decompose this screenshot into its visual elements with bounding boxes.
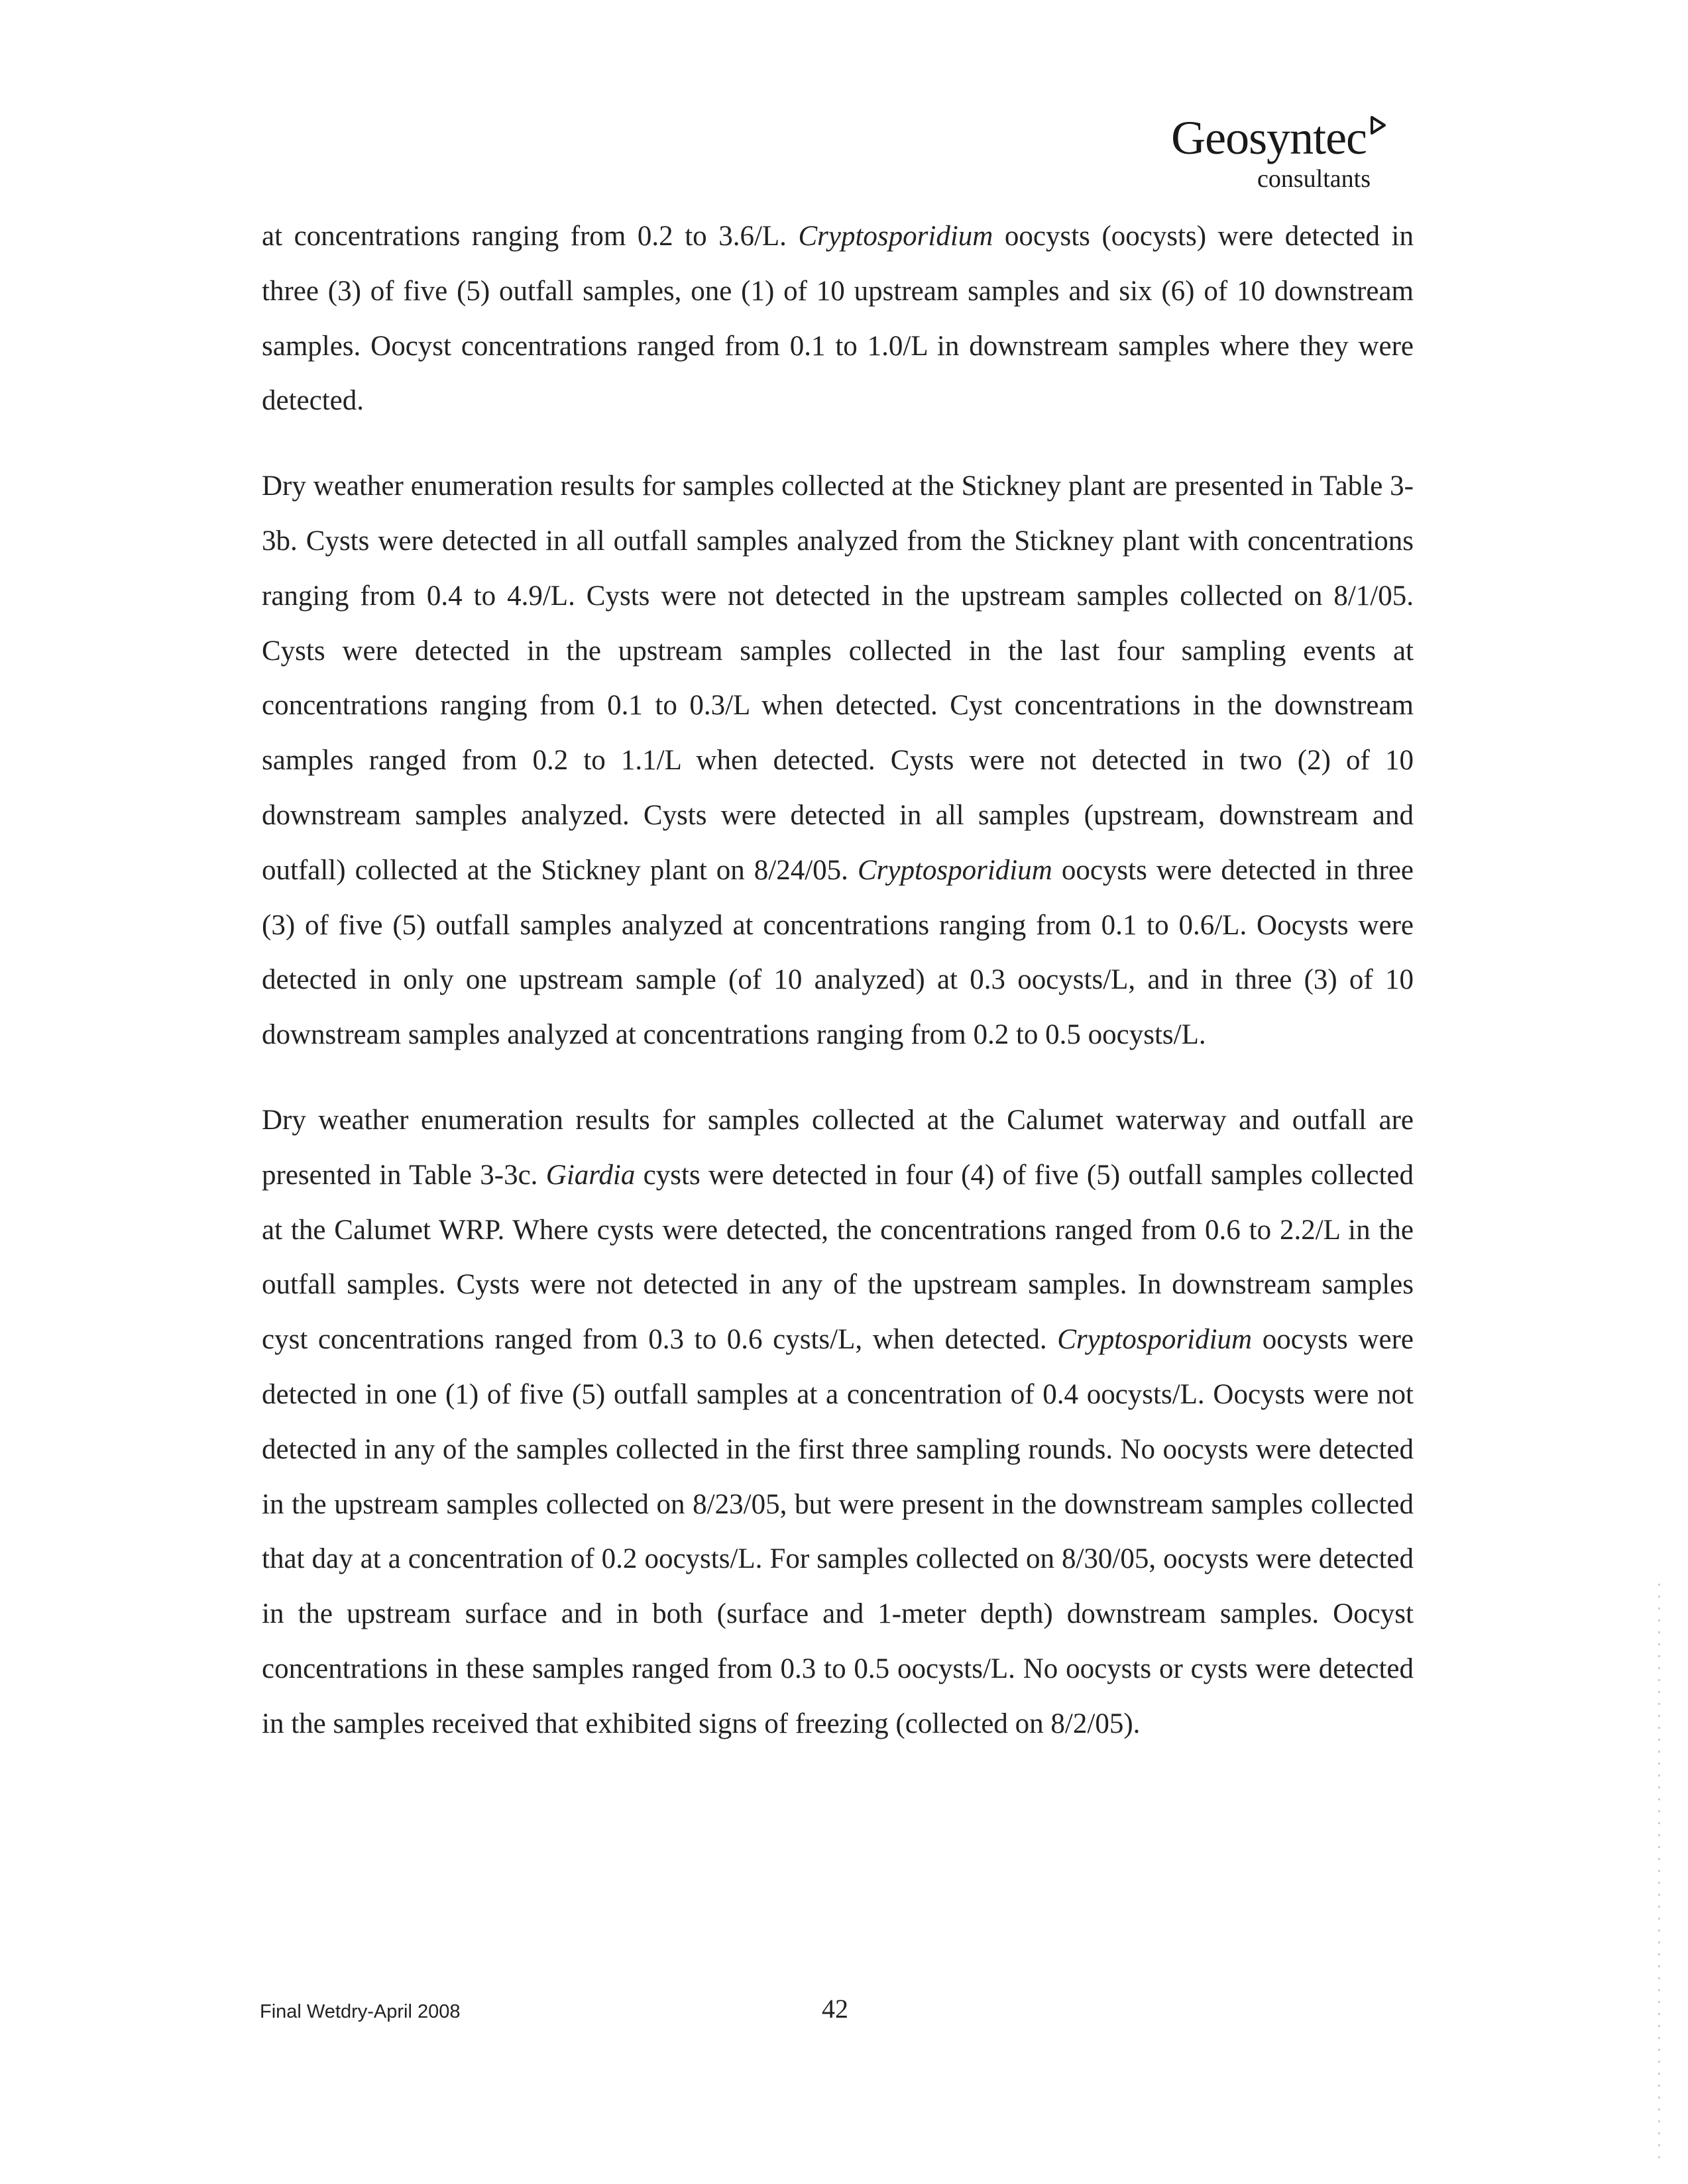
paragraph-3-italic-term: Giardia [545, 1159, 636, 1191]
letterhead [1171, 111, 1386, 192]
page-number: 42 [822, 1994, 848, 2024]
paragraph-2-italic-term: Cryptosporidium [857, 854, 1052, 886]
paragraph-1 [262, 209, 1414, 429]
paragraph-1-italic-term: Cryptosporidium [798, 221, 993, 252]
company-logo [1171, 111, 1386, 164]
paragraph-3-text: Dry weather enumeration results for samples collected at the Calumet waterway and outfall are presented in Table 3-3c. [262, 1104, 1414, 1191]
scan-artifact [1658, 1584, 1660, 2167]
paragraph-3-text: cysts were detected in four (4) of five (5) outfall samples collected at the Calumet WRP. Where cysts were detected, the concentrations ranged from 0.6 to 2.2/L in the outfall samples. Cysts were not detected in any of the upstream samples. In downstream samples cyst concentrations ranged from 0.3 to 0.6 cysts/L, when detected. [262, 1159, 1414, 1356]
paragraph-1-text: at concentrations ranging from 0.2 to 3.6/L. [262, 221, 799, 252]
paragraph-2-text: oocysts were detected in three (3) of five (5) outfall samples analyzed at concentrations ranging from 0.1 to 0.6/L. Oocysts were detected in only one upstream sample (of 10 analyzed) at 0.3 oocysts/L, and in three (3) of 10 downstream samples analyzed at concentrations ranging from 0.2 to 0.5 oocysts/L. [262, 854, 1414, 1051]
paragraph-3-text: oocysts were detected in one (1) of five (5) outfall samples at a concentration of 0.4 oocysts/L. Oocysts were not detected in any of the samples collected in the first three sampling rounds. No oocysts were detected in the upstream samples collected on 8/23/05, but were present in the downstream samples collected that day at a concentration of 0.2 oocysts/L. For samples collected on 8/30/05, oocysts were detected in the upstream surface and in both (surface and 1-meter depth) downstream samples. Oocyst concentrations in these samples ranged from 0.3 to 0.5 oocysts/L. No oocysts or cysts were detected in the samples received that exhibited signs of freezing (collected on 8/2/05). [262, 1324, 1414, 1739]
footer-document-label: Final Wetdry-April 2008 [260, 2001, 461, 2022]
company-name: Geosyntec [1171, 111, 1367, 164]
paragraph-2-text: Dry weather enumeration results for samples collected at the Stickney plant are presented in Table 3-3b. Cysts were detected in all outfall samples analyzed from the Stickney plant with concentrations ranging from 0.4 to 4.9/L. Cysts were not detected in the upstream samples collected on 8/1/05. Cysts were detected in the upstream samples collected in the last four sampling events at concentrations ranging from 0.1 to 0.3/L when detected. Cyst concentrations in the downstream samples ranged from 0.2 to 1.1/L when detected. Cysts were not detected in two (2) of 10 downstream samples analyzed. Cysts were detected in all samples (upstream, downstream and outfall) collected at the Stickney plant on 8/24/05. [262, 470, 1414, 886]
paragraph-2 [262, 459, 1414, 1063]
triangle-outline-icon [1369, 115, 1386, 135]
company-subtitle: consultants [1257, 165, 1371, 193]
paragraph-3-italic-term: Cryptosporidium [1057, 1324, 1253, 1356]
document-body [262, 209, 1414, 1782]
paragraph-3 [262, 1093, 1414, 1752]
paragraph-1-text: oocysts (oocysts) were detected in three (3) of five (5) outfall samples, one (1) of 10 upstream samples and six (6) of 10 downstream samples. Oocyst concentrations ranged from 0.1 to 1.0/L in downstream samples where they were detected. [262, 221, 1414, 417]
